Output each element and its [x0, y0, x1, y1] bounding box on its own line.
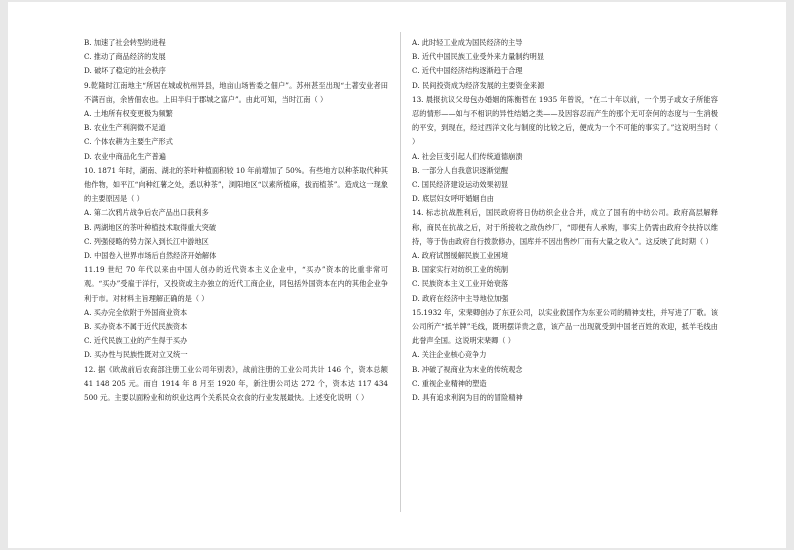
question-12-option-a: A. 此时轻工业成为国民经济的主导	[412, 38, 523, 47]
column-divider	[400, 32, 401, 512]
question-15-stem: 15.1932 年，宋棐卿创办了东亚公司，以实业救国作为东亚公司的精神支柱，并写进了厂歌。该公司所产“抵羊牌”毛线，既明摆详贵之意，该产品一出现就受到中国老百姓的欢迎，抵羊毛线由此誉声全国。这说明宋棐卿（ ）	[412, 307, 718, 346]
question-13-option-b: B. 一部分人自我意识逐渐觉醒	[412, 165, 509, 175]
question-9-option-d: D. 农业中商品化生产普遍	[84, 151, 166, 161]
question-13-stem: 13. 晨报抗议父母包办婚姻的陈衡哲在 1935 年曾说，“在二十年以前，一个男子或女子所能容忍的情形——如与不相识的异性结婚之类——及因容忍而产生的那个无可奈何的态度与一生消极的平安，到现在，经过西洋文化与制度的比较之后，便成为一个不可能的事实了。”这说明当时（ ）	[412, 94, 718, 147]
question-11-option-d: D. 买办性与民族性既对立又统一	[84, 350, 188, 360]
question-15-option-b: B. 冲破了视商业为末业的传统观念	[412, 364, 523, 374]
question-14-option-d: D. 政府在经济中主导地位加强	[412, 293, 509, 303]
question-10-stem: 10. 1871 年时，湖南、湖北的茶叶种植面积较 10 年前增加了 50%。有些地方以种茶取代种其他作物，如平江“向种红薯之处，悉以种茶”，浏阳地区“以素所植麻，拔而植茶”。造成这一现象的主要原因是（ ）	[84, 165, 388, 204]
question-13-option-d: D. 底层妇女呼吁婚姻自由	[412, 194, 494, 204]
prev-option-b: B. 加速了社会转型的进程	[84, 38, 166, 47]
question-15-option-a: A. 关注企业核心竞争力	[412, 350, 487, 360]
question-11-stem: 11.19 世纪 70 年代以来由中国人创办的近代资本主义企业中，“买办”资本的比重非常可观。“买办”受雇于洋行，又投资或主办独立的近代工商企业，同包括外国资本在内的其他企业争利于市。对材料主旨理解正确的是（ ）	[84, 265, 388, 303]
prev-option-c: C. 推动了商品经济的发展	[84, 52, 166, 62]
question-9-option-c: C. 个体农耕为主要生产形式	[84, 137, 173, 147]
question-12-stem: 12. 据《欧战前后农商部注册工业公司年别表》，战前注册的工业公司共计 146 个，资本总额 41 148 205 元。而自 1914 年 8 月至 1920 年，新注册公司达 272 个，资本达 117 434 500 元。主要以面粉业和纺织业这两个关系民众衣食的行业发展最快。上述变化说明（ ）	[84, 364, 388, 403]
question-14-stem: 14. 标志抗战胜利后，国民政府将日伪纺织企业合并，成立了国有的中纺公司。政府高层解释称，商民在抗战之后，对于所接收之敌伪纱厂，“即便有人承购，事实上仍需由政府令扶持以维持，等于伪由政府自行拨款修办，国库并不因出售纱厂而有大量之收入”。这反映了此时期（ ）	[412, 208, 718, 246]
question-9-option-a: A. 土地所有权变更极为频繁	[84, 109, 173, 119]
question-9-option-b: B. 农业生产利润微不足道	[84, 123, 166, 133]
question-14-option-b: B. 国家实行对纺织工业的统制	[412, 265, 509, 275]
question-12-option-d: D. 民间投资成为经济发展的主要资金来源	[412, 80, 545, 90]
question-13-option-a: A. 社会巨变引起人们传统道德崩溃	[412, 151, 523, 161]
question-14-option-c: C. 民族资本主义工业开始衰落	[412, 279, 509, 289]
prev-option-d: D. 破坏了稳定的社会秩序	[84, 66, 166, 76]
question-13-option-c: C. 国民经济建设运动效果初显	[412, 180, 509, 190]
question-12-option-c: C. 近代中国经济结构逐渐趋于合理	[412, 66, 523, 76]
right-column	[412, 36, 718, 405]
question-11-option-b: B. 买办资本不属于近代民族资本	[84, 322, 188, 332]
question-10-option-a: A. 第二次鸦片战争后农产品出口获利多	[84, 208, 209, 218]
question-9-stem: 9.乾隆时江南地主“所居在城或杭州异县，地亩山场皆委之佃户”。苏州甚至出现“土著安业者田不满百亩，余皆佃农也。上田半归于郡城之富户”。由此可知，当时江南（ ）	[84, 80, 388, 104]
question-11-option-c: C. 近代民族工业的产生得于买办	[84, 336, 188, 346]
question-15-option-c: C. 重视企业精神的塑造	[412, 378, 487, 388]
question-10-option-b: B. 两湖地区的茶叶种植技术取得重大突破	[84, 222, 217, 232]
exam-page	[8, 2, 786, 548]
left-column	[84, 36, 388, 405]
question-15-option-d: D. 具有追求利润为目的的冒险精神	[412, 393, 523, 403]
question-10-option-c: C. 列强侵略的势力深入到长江中游地区	[84, 236, 209, 246]
question-11-option-a: A. 买办完全依附于外国商业资本	[84, 307, 188, 317]
question-10-option-d: D. 中国卷入世界市场后自然经济开始解体	[84, 251, 217, 261]
question-14-option-a: A. 政府试图缓解民族工业困境	[412, 251, 509, 261]
question-12-option-b: B. 近代中国民族工业受外来力量制约明显	[412, 52, 545, 62]
